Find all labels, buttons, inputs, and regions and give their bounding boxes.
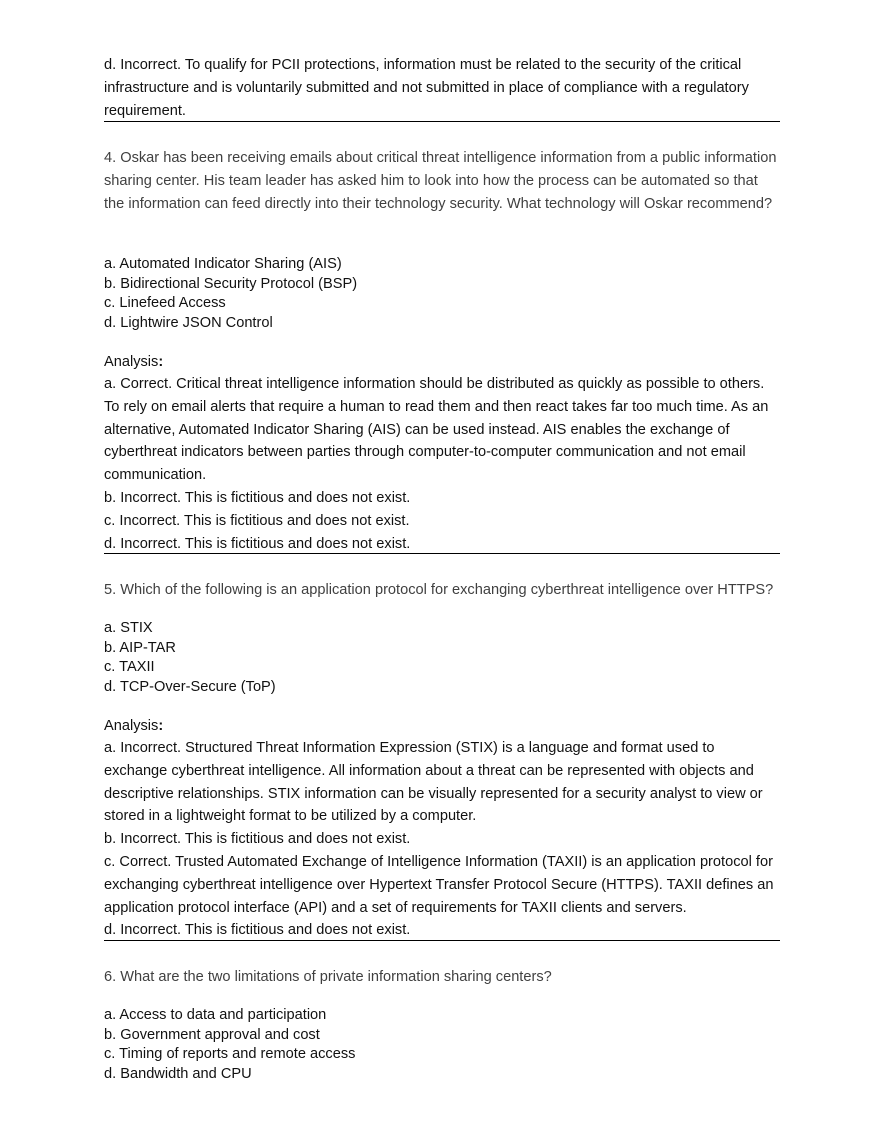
section-divider [104,940,780,941]
q4-option-c: c. Linefeed Access [104,295,226,311]
q6-options [104,1006,780,1084]
q5-options [104,619,780,697]
section-divider [104,121,780,122]
q6-option-b: b. Government approval and cost [104,1026,320,1043]
q5-analysis-d: d. Incorrect. This is fictitious and does not exist. [104,922,411,939]
q5-option-b: b. AIP-TAR [104,639,176,656]
q5-analysis [104,737,780,942]
q6-option-d: d. Bandwidth and CPU [104,1065,252,1082]
q4-analysis-b: b. Incorrect. This is fictitious and does not exist. [104,489,411,506]
q4-analysis-c: c. Incorrect. This is fictitious and does not exist. [104,512,410,529]
q5-analysis-heading [104,715,780,737]
q4-question: 4. Oskar has been receiving emails about critical threat intelligence information from a public information sharing center. His team leader has asked him to look into how the process can be automated so that the information can feed directly into their technology security. What technology will Oskar recommend? [104,150,777,212]
q4-analysis-label: Analysis [104,354,159,370]
q5-analysis-a: a. Incorrect. Structured Threat Information Expression (STIX) is a language and format used to exchange cyberthreat intelligence. All information about a threat can be represented with objects and descriptive relationships. STIX information can be visually represented for a security analyst to view or stored in a lightweight format to be utilized by a computer. [104,740,763,825]
q5-option-c: c. TAXII [104,659,155,675]
q6-option-c: c. Timing of reports and remote access [104,1046,356,1062]
q4-analysis [104,373,780,555]
q4-analysis-heading [104,351,780,373]
q4-analysis-a: a. Correct. Critical threat intelligence information should be distributed as quickly as possible to others. To rely on email alerts that require a human to read them and then react takes far too much time. As an alternative, Automated Indicator Sharing (AIS) can be used instead. AIS enables the exchange of cyberthreat indicators between parties through computer-to-computer communication and not email communication. [104,376,769,484]
q5-option-d: d. TCP-Over-Secure (ToP) [104,678,276,695]
q3-analysis-d: d. Incorrect. To qualify for PCII protections, information must be related to the security of the critical infrastructure and is voluntarily submitted and not submitted in place of compliance with a regulatory requirement. [104,57,749,119]
q4-analysis-colon: : [158,354,164,370]
q5-analysis-b: b. Incorrect. This is fictitious and does not exist. [104,831,411,848]
q5-question: 5. Which of the following is an application protocol for exchanging cyberthreat intelligence over HTTPS? [104,582,774,598]
q5-option-a: a. STIX [104,620,153,636]
q6-option-a: a. Access to data and participation [104,1007,327,1023]
q4-options [104,255,780,333]
q4-analysis-d: d. Incorrect. This is fictitious and does not exist. [104,535,411,552]
q5-analysis-label: Analysis [104,718,159,734]
q4-option-a: a. Automated Indicator Sharing (AIS) [104,256,342,272]
q6-question: 6. What are the two limitations of private information sharing centers? [104,969,552,985]
q5-analysis-c: c. Correct. Trusted Automated Exchange of Intelligence Information (TAXII) is an application protocol for exchanging cyberthreat intelligence over Hypertext Transfer Protocol Secure (HTTPS). TAXII defines an application protocol interface (API) and a set of requirements for TAXII clients and servers. [104,853,774,916]
q5-analysis-colon: : [158,718,164,734]
q4-option-d: d. Lightwire JSON Control [104,314,273,331]
q4-option-b: b. Bidirectional Security Protocol (BSP) [104,275,358,292]
section-divider [104,553,780,554]
